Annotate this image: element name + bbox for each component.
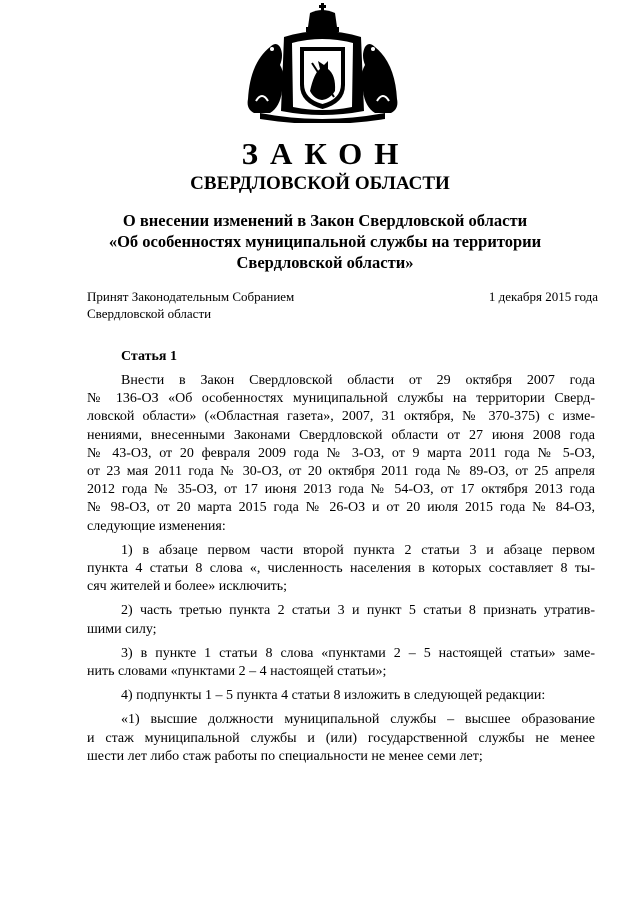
- text-line: пункта 4 статьи 8 слова «, численность населения в которых составляет 8 ты-: [87, 561, 595, 577]
- text-line: «1) высшие должности муниципальной службы – высшее образование: [121, 712, 595, 728]
- paragraph-item-1: [87, 542, 595, 597]
- text-line: и стаж муниципальной службы и (или) государственной службы не менее: [87, 730, 595, 746]
- text-line: 4) подпункты 1 – 5 пункта 4 статьи 8 изложить в следующей редакции:: [121, 688, 546, 704]
- adopting-body-line: Свердловской области: [87, 306, 212, 321]
- text-line: Внести в Закон Свердловской области от 29 октября 2007 года: [121, 373, 595, 388]
- text-line: № 98-ОЗ, от 20 марта 2015 года № 26-ОЗ и от 20 июля 2015 года № 84-ОЗ,: [87, 500, 595, 516]
- paragraph-subitem-1: [87, 711, 595, 766]
- text-line: № 43-ОЗ, от 20 февраля 2009 года № 3-ОЗ, от 9 марта 2011 года № 5-ОЗ,: [87, 445, 595, 461]
- text-line: 2) часть третью пункта 2 статьи 3 и пункт 5 статьи 8 признать утратив-: [121, 603, 595, 619]
- text-line: 3) в пункте 1 статьи 8 слова «пунктами 2 – 5 настоящей статьи» заме-: [121, 645, 595, 661]
- text-line: 2012 года № 35-ОЗ, от 17 июня 2013 года № 54-ОЗ, от 17 октября 2013 года: [87, 482, 595, 498]
- paragraph-item-2: [87, 602, 595, 638]
- region-heading: СВЕРДЛОВСКОЙ ОБЛАСТИ: [190, 173, 450, 194]
- text-line: сяч жителей и более» исключить;: [87, 579, 288, 595]
- text-line: нениями, внесенными Законами Свердловской области от 27 июня 2008 года: [87, 427, 595, 443]
- law-title-line: Свердловской области»: [236, 253, 414, 272]
- text-line: шими силу;: [87, 621, 157, 637]
- adoption-date: 1 декабря 2015 года: [488, 289, 598, 304]
- article-body: [87, 372, 595, 772]
- text-line: от 23 мая 2011 года № 30-ОЗ, от 20 октября 2011 года № 89-ОЗ, от 25 апреля: [87, 464, 595, 480]
- paragraph-intro: [87, 372, 595, 536]
- text-line: шести лет либо стаж работы по специальности не менее семи лет;: [87, 748, 483, 764]
- text-line: 1) в абзаце первом части второй пункта 2 статьи 3 и абзаце первом: [121, 542, 595, 558]
- adopting-body-line: Принят Законодательным Собранием: [87, 289, 295, 304]
- text-line: № 136-ОЗ «Об особенностях муниципальной службы на территории Сверд-: [87, 391, 595, 407]
- text-line: следующие изменения:: [87, 518, 226, 534]
- article-heading: Статья 1: [121, 349, 177, 364]
- law-title-line: О внесении изменений в Закон Свердловской области: [122, 211, 528, 230]
- paragraph-item-4: [87, 687, 595, 705]
- paragraph-item-3: [87, 645, 595, 681]
- sverdlovsk-coat-of-arms-emblem: [240, 3, 405, 123]
- law-title: [60, 210, 590, 273]
- text-line: нить словами «пунктами 2 – 4 настоящей статьи»;: [87, 664, 387, 680]
- text-line: ловской области» («Областная газета», 2007, 31 октября, № 370-375) с изме-: [87, 409, 595, 425]
- law-heading: ЗАКОН: [241, 136, 411, 171]
- law-title-line: «Об особенностях муниципальной службы на территории: [108, 232, 542, 251]
- adopting-body: [87, 288, 294, 322]
